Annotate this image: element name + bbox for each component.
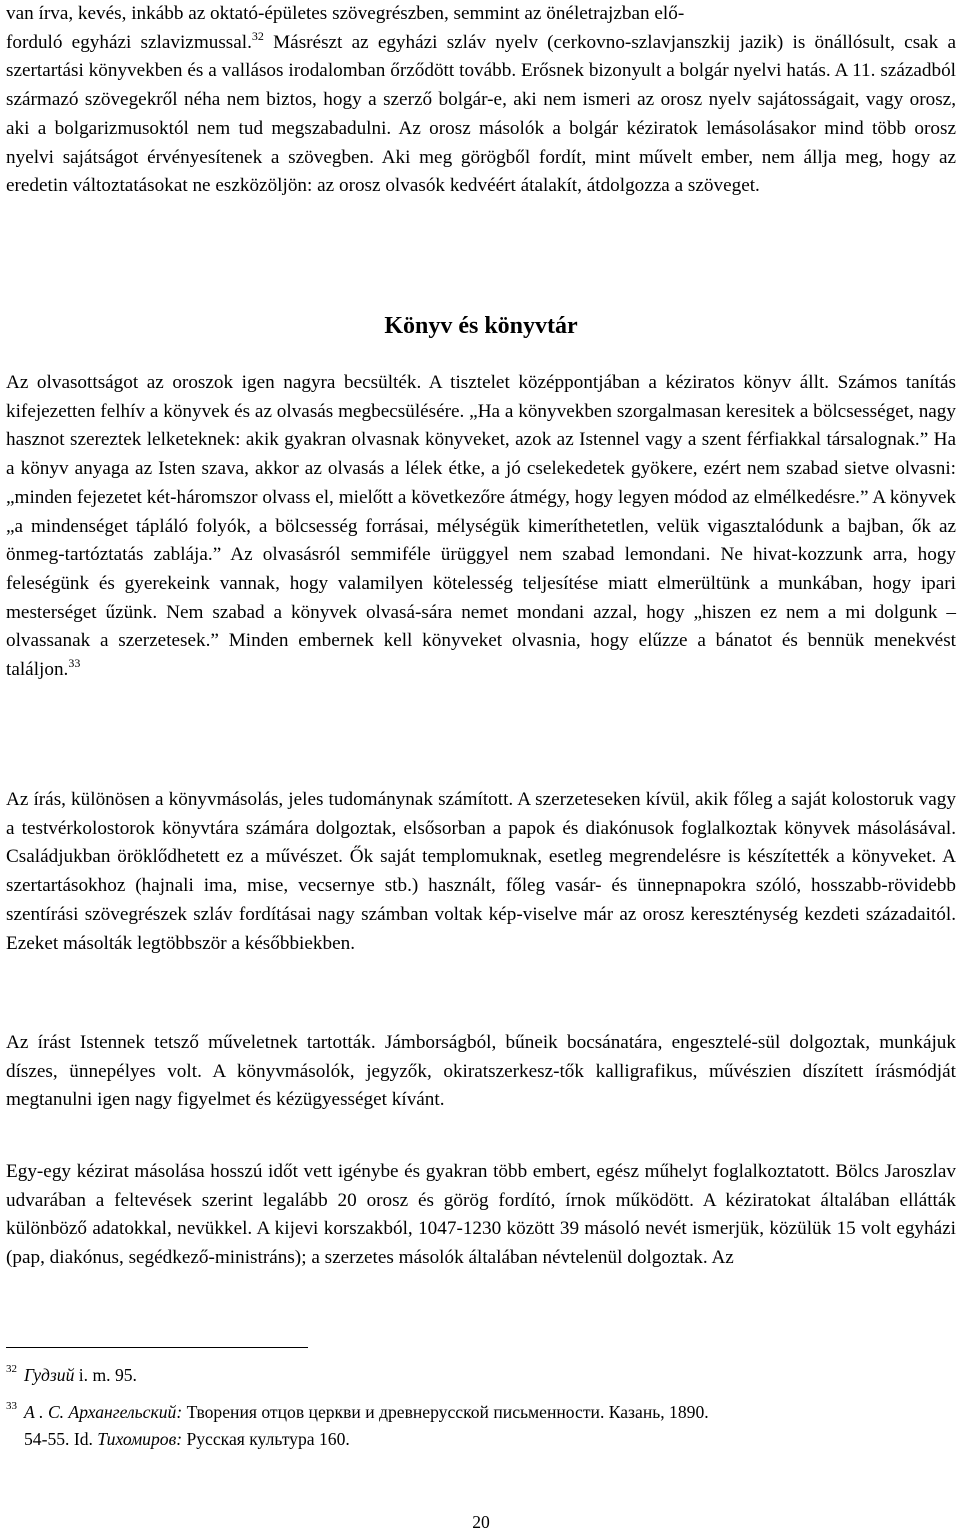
footnote-ref-32[interactable]: 32 <box>251 28 264 43</box>
footnote-33: $^{33}$ А . С. Архангельский: Творения отцов церкви и древнерусской письменности. Казань, 1890. 54-55. Id. Тихомиров: Русская культура 160. <box>6 1399 956 1453</box>
paragraph-2: Az írás, különösen a könyvmásolás, jeles tudománynak számított. A szerzeteseken kívül, akik főleg a saját kolostoruk vagy a testvérkolostorok könyvtára számára dolgoztak, elsősorban a papok és diakónusok foglalkoztak könyvek másolásával. Családjukban öröklődhetett ez a művészet. Ők saját templomuknak, esetleg megrendelésre is készítették a könyveket. A szertartásokhoz (hajnali ima, mise, vecsernye stb.) használt, főleg vasár- és ünnepnapokra szóló, hosszabb-rövidebb szentírási szövegrészek szláv fordításai nagy számban voltak kép-viselve már az orosz kereszténység kezdeti századaitól. Ezeket másolták legtöbbször a későbbiekben. <box>6 789 956 954</box>
paragraph-0-text-a: van írva, kevés, inkább az oktató-épületes szövegrészben, semmint az önéletrajzban elő- <box>6 3 685 24</box>
footnote-32: $^{32}$ Гудзий i. m. 95. <box>6 1363 137 1385</box>
paragraph-0 <box>6 0 956 201</box>
footnote-32-text: i. m. 95. <box>74 1365 137 1385</box>
footnote-33-line2 <box>6 1426 956 1453</box>
footnote-divider <box>6 1347 308 1348</box>
footnote-33-line2-a: 54-55. Id. <box>24 1429 98 1449</box>
paragraph-0-text-c: Másrészt az egyházi szláv nyelv (cerkovno-szlavjanszkij jazik) is önállósult, csak a szertartási könyvekben és a vallásos irodalomban őrződött tovább. Erősnek bizonyult a bolgár nyelvi hatás. A 11. századból származó szövegekről néha nem biztos, hogy a szerző bolgár-e, aki nem ismeri az orosz nyelv sajátosságait, vagy orosz, aki a bolgarizmusoktól nem tud megszabadulni. Az orosz másolók a bolgár kéziratok lemásolásakor mind több orosz nyelvi sajátságot érvényesítenek a szövegben. Aki meg görögből fordít, mint művelt ember, nem állja meg, hogy az eredetin változtatásokat ne eszközöljön: az orosz olvasók kedvéért átalakít, átdolgozza a szöveget. <box>6 31 956 197</box>
page-number: 20 <box>472 1512 490 1532</box>
footnote-33-text: Творения отцов церкви и древнерусской письменности. Казань, 1890. <box>182 1402 709 1422</box>
footnote-33-author: А . С. Архангельский: <box>24 1402 183 1422</box>
section-heading: Könyv és könyvtár <box>384 313 578 339</box>
footnote-33-line2-b: Русская культура 160. <box>182 1429 350 1449</box>
paragraph-3: Az írást Istennek tetsző műveletnek tartották. Jámborságból, bűneik bocsánatára, engesztelé-sül dolgoztak, munkájuk díszes, ünnepélyes volt. A könyvmásolók, jegyzők, okiratszerkesz-tők kalligrafikus, művészien díszített írásmódját megtanulni igen nagy figyelmet és kézügyességet kívánt. <box>6 1032 956 1111</box>
footnote-32-author: Гудзий <box>24 1365 75 1385</box>
paragraph-1 <box>6 369 956 685</box>
footnote-33-author2: Тихомиров: <box>97 1429 183 1449</box>
paragraph-4: Egy-egy kézirat másolása hosszú időt vett igénybe és gyakran több embert, egész műhelyt foglalkoztatott. Bölcs Jaroszlav udvarában a feltevések szerint legalább 20 orosz és görög fordító, írnok működött. A kéziratokat általában ellátták különböző adatokkal, nevükkel. A kijevi korszakból, 1047-1230 között 39 másoló nevét ismerjük, közülük 15 volt egyházi (pap, diakónus, segédkező-ministráns); a szerzetes másolók általában névtelenül dolgoztak. Az <box>6 1161 956 1269</box>
paragraph-0-text-b: forduló egyházi szlavizmussal. <box>6 31 252 53</box>
paragraph-1-text: Az olvasottságot az oroszok igen nagyra becsülték. A tisztelet középpontjában a kéziratos könyv állt. Számos tanítás kifejezetten felhív a könyvek és az olvasás megbecsülésére. „Ha a könyvekben szorgalmasan keresitek a bölcsességet, nagy hasznot szereztek lelketeknek: akik gyakran olvasnak könyveket, azok az Istennel vagy a szent férfiakkal társalognak.” Ha a könyv anyaga az Isten szava, akkor az olvasás a lélek étke, a jó cselekedetek gyökere, ezért nem szabad sietve olvasni: „minden fejezetet két-háromszor olvass el, mielőtt a következőre átmégy, hogy legyen módod az elmélkedésre.” A könyvek „a mindenséget tápláló folyók, a bölcsesség forrásai, mélységük kimeríthetetlen, velük vigasztalódunk a bajban, ők az önmeg-tartóztatás zablája.” Az olvasásról semmiféle ürüggyel nem szabad lemondani. Ne hivat-kozzunk arra, hogy feleségünk és gyerekeink vannak, hogy valamilyen kötelesség teljesítése miatt elmerültünk a munkában, hogy ipari mesterséget űzünk. Nem szabad a könyvek olvasá-sára nemet mondani azzal, hogy „hiszen ez nem a mi dolgunk – olvassanak a szerzetesek.” Minden embernek kell könyveket olvasnia, hogy elűzze a bánatot és bennük menekvést találjon. <box>6 372 956 681</box>
footnote-ref-33[interactable]: 33 <box>68 656 81 671</box>
